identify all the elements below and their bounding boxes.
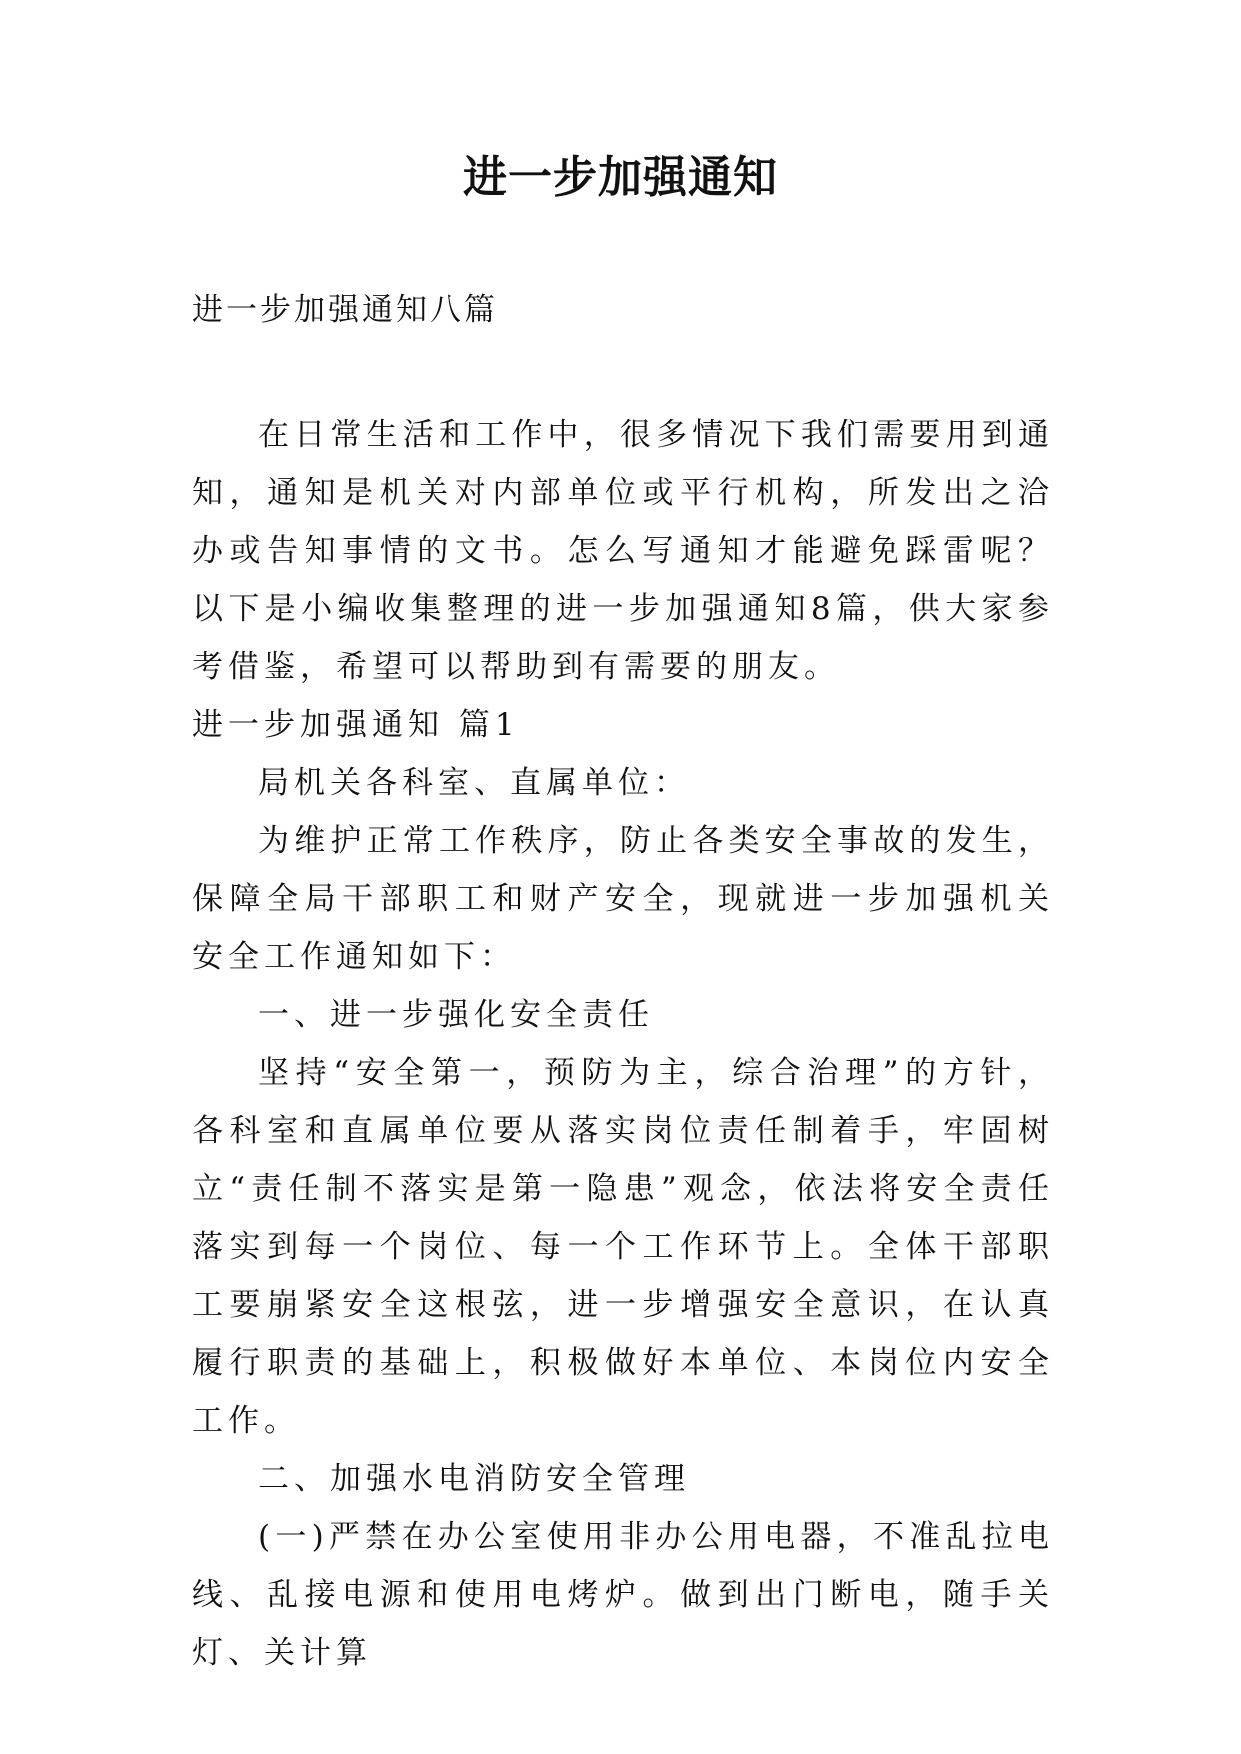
document-title: 进一步加强通知 <box>463 152 778 203</box>
section-title-part-1: 进一步加强通知 篇1 <box>192 707 520 743</box>
responsibility-paragraph: 坚持“安全第一，预防为主，综合治理”的方针，各科室和直属单位要从落实岗位责任制着手，牢固树立“责任制不落实是第一隐患”观念，依法将安全责任落实到每一个岗位、每一个工作环节上。全体干部职工要崩紧安全这根弦，进一步增强安全意识，在认真履行职责的基础上，积极做好本单位、本岗位内安全工作。 <box>192 1055 1054 1439</box>
salutation: 局机关各科室、直属单位： <box>258 765 690 801</box>
electrical-safety-paragraph: (一)严禁在办公室使用非办公用电器，不准乱拉电线、乱接电源和使用电烤炉。做到出门断电，随手关灯、关计算 <box>192 1519 1054 1671</box>
document-body <box>192 406 1054 1682</box>
heading-two: 二、加强水电消防安全管理 <box>258 1461 690 1497</box>
heading-one: 一、进一步强化安全责任 <box>258 997 654 1033</box>
intro-paragraph: 在日常生活和工作中，很多情况下我们需要用到通知，通知是机关对内部单位或平行机构，所发出之洽办或告知事情的文书。怎么写通知才能避免踩雷呢？以下是小编收集整理的进一步加强通知8篇，供大家参考借鉴，希望可以帮助到有需要的朋友。 <box>192 417 1054 685</box>
purpose-paragraph: 为维护正常工作秩序，防止各类安全事故的发生，保障全局干部职工和财产安全，现就进一步加强机关安全工作通知如下： <box>192 823 1054 975</box>
document-subtitle: 进一步加强通知八篇 <box>192 292 498 328</box>
